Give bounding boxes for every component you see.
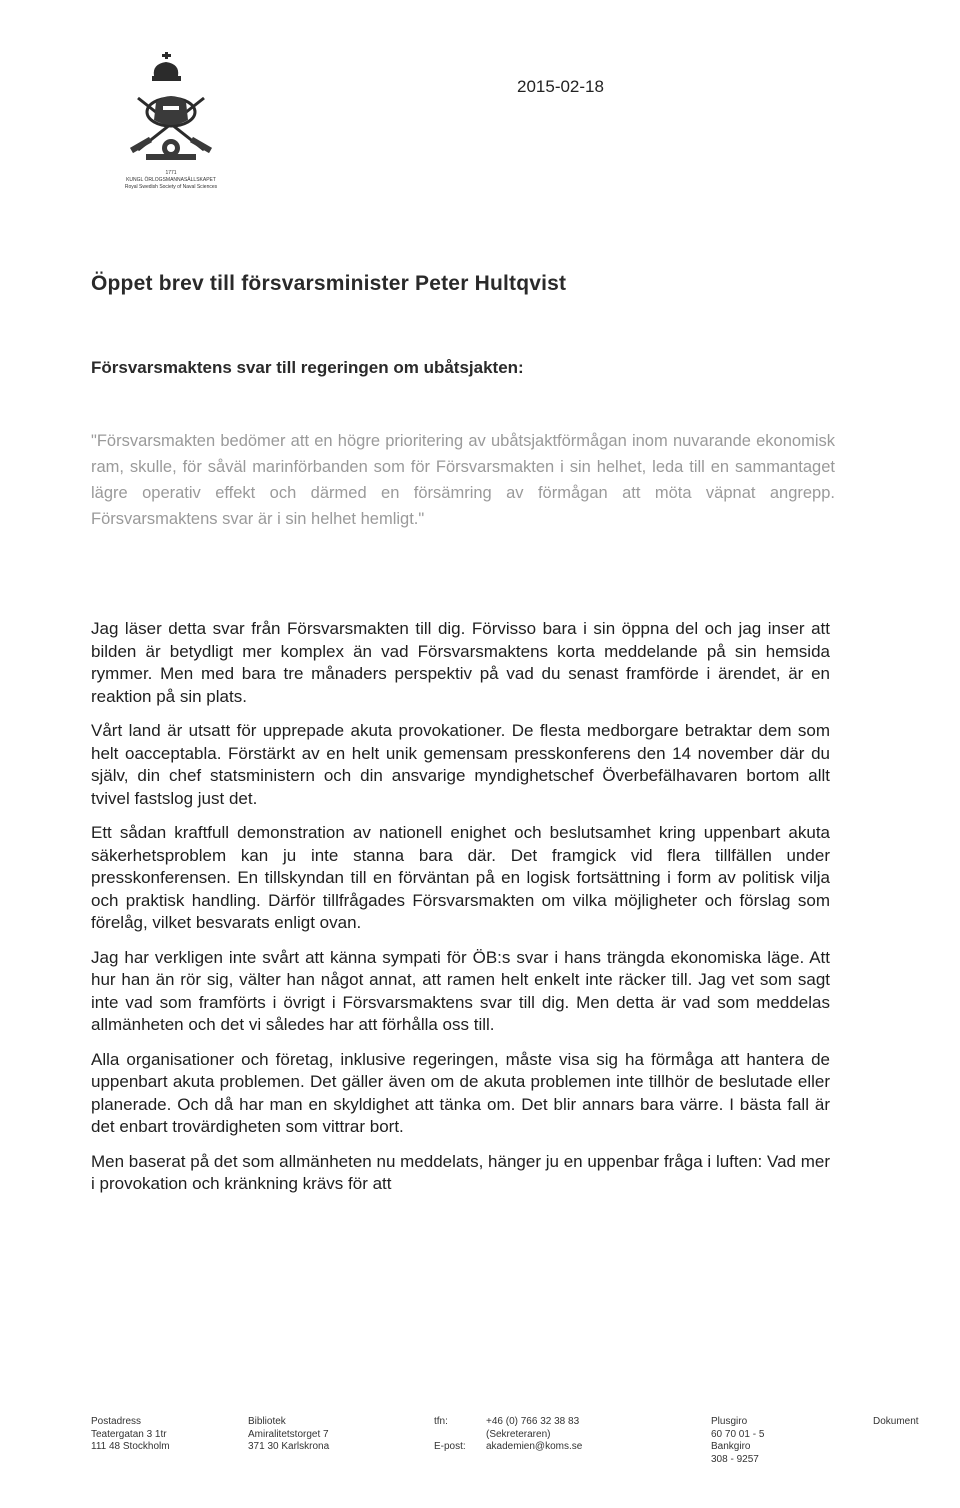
footer-contact-labels bbox=[434, 1416, 466, 1454]
letter-title: Öppet brev till försvarsminister Peter Hultqvist bbox=[91, 272, 567, 295]
footer-library bbox=[248, 1416, 329, 1454]
logo-org-name-en: Royal Swedish Society of Naval Sciences bbox=[124, 184, 218, 190]
society-logo bbox=[86, 50, 256, 200]
body-paragraph: Jag läser detta svar från Försvarsmakten till dig. Förvisso bara i sin öppna del och jag inser att bilden är betydligt mer komplex än vad Försvarsmaktens korta meddelande på sin hemsida rymmer. Men med bara tre månaders perspektiv på vad du senast framförde i ärendet, är en reaktion på sin plats. bbox=[91, 619, 830, 706]
library-line-2: 371 30 Karlskrona bbox=[248, 1441, 330, 1452]
letter-footer bbox=[91, 1416, 946, 1486]
body-paragraph: Ett sådan kraftfull demonstration av nationell enighet och beslutsamhet kring uppenbart akuta säkerhetsproblem kan ju inte stanna bara där. Det framgick vid flera tillfällen under presskonferensen. En tillskyndan till en förväntan på en logisk fortsättning i form av politisk vilja och praktisk handling. Därför tillfrågades Försvarsmakten om vilka möjligheter och förslag som förelåg, vilket besvarats enligt ovan. bbox=[91, 823, 830, 932]
postal-label: Postadress bbox=[91, 1416, 142, 1427]
bankgiro-label: Bankgiro bbox=[711, 1441, 751, 1452]
email-address[interactable]: akademien@koms.se bbox=[486, 1441, 583, 1452]
phone-label: tfn: bbox=[434, 1416, 448, 1427]
footer-document-label bbox=[873, 1416, 919, 1429]
quoted-statement: "Försvarsmakten bedömer att en högre prioritering av ubåtsjaktförmågan inom nuvarande ekonomisk ram, skulle, för såväl marinförbanden som för Försvarsmakten i sin helhet, leda till en sammantaget lägre operativ effekt och därmed en försämring av förmågan att möta väpnat angrepp. Försvarsmaktens svar är i sin helhet hemligt." bbox=[91, 432, 835, 528]
library-line-1: Amiralitetstorget 7 bbox=[248, 1428, 329, 1440]
logo-year: 1771 bbox=[165, 170, 177, 176]
email-label: E-post: bbox=[434, 1441, 466, 1452]
postal-line-1: Teatergatan 3 1tr bbox=[91, 1428, 167, 1440]
bankgiro-number: 308 - 9257 bbox=[711, 1453, 759, 1465]
body-paragraph: Vårt land är utsatt för upprepade akuta provokationer. De flesta medborgare betraktar dem som helt oacceptabla. Förstärkt av en helt unik gemensam presskonferens den 14 november där du själv, din chef statsministern och din ansvarige myndighetschef Överbefälhavaren bortom allt tvivel fastslog just det. bbox=[91, 721, 830, 808]
letter-body bbox=[91, 618, 830, 1208]
footer-contact-values bbox=[486, 1416, 582, 1454]
phone-note: (Sekreteraren) bbox=[486, 1428, 551, 1440]
footer-giro bbox=[711, 1416, 764, 1466]
letter-date: 2015-02-18 bbox=[517, 77, 604, 96]
letter-subtitle: Försvarsmaktens svar till regeringen om ubåtsjakten: bbox=[91, 358, 524, 377]
crown-anchor-crest-icon bbox=[116, 50, 226, 170]
body-paragraph: Alla organisationer och företag, inklusive regeringen, måste visa sig ha förmåga att hantera de uppenbart akuta problemen. Det gäller även om de akuta problemen inte tillhör de beslutade eller planerade. Och då har man en skyldighet att tänka om. Det blir annars bara värre. I bästa fall är det enbart trovärdigheten som vittrar bort. bbox=[91, 1049, 830, 1136]
postal-line-2: 111 48 Stockholm bbox=[91, 1441, 170, 1452]
library-label: Bibliotek bbox=[248, 1416, 286, 1427]
plusgiro-label: Plusgiro bbox=[711, 1416, 748, 1427]
body-paragraph: Men baserat på det som allmänheten nu meddelats, hänger ju en uppenbar fråga i luften: Vad mer i provokation och kränkning krävs för att bbox=[91, 1151, 830, 1193]
body-paragraph: Jag har verkligen inte svårt att känna sympati för ÖB:s svar i hans trängda ekonomiska läge. Att hur han än rör sig, välter han något annat, att ramen helt enkelt inte räcker till. Jag vet som sagt inte vad som framförts i övrigt i Försvarsmaktens svar till dig. Men detta är vad som meddelas allmänheten och det vi således har att förhålla oss till. bbox=[91, 947, 830, 1034]
phone-number[interactable]: +46 (0) 766 32 38 83 bbox=[486, 1416, 580, 1427]
plusgiro-number: 60 70 01 - 5 bbox=[711, 1428, 765, 1440]
footer-postal-address bbox=[91, 1416, 170, 1454]
document-label: Dokument bbox=[873, 1416, 919, 1427]
logo-org-name: KUNGL ÖRLOGSMANNASÄLLSKAPET bbox=[126, 177, 216, 183]
